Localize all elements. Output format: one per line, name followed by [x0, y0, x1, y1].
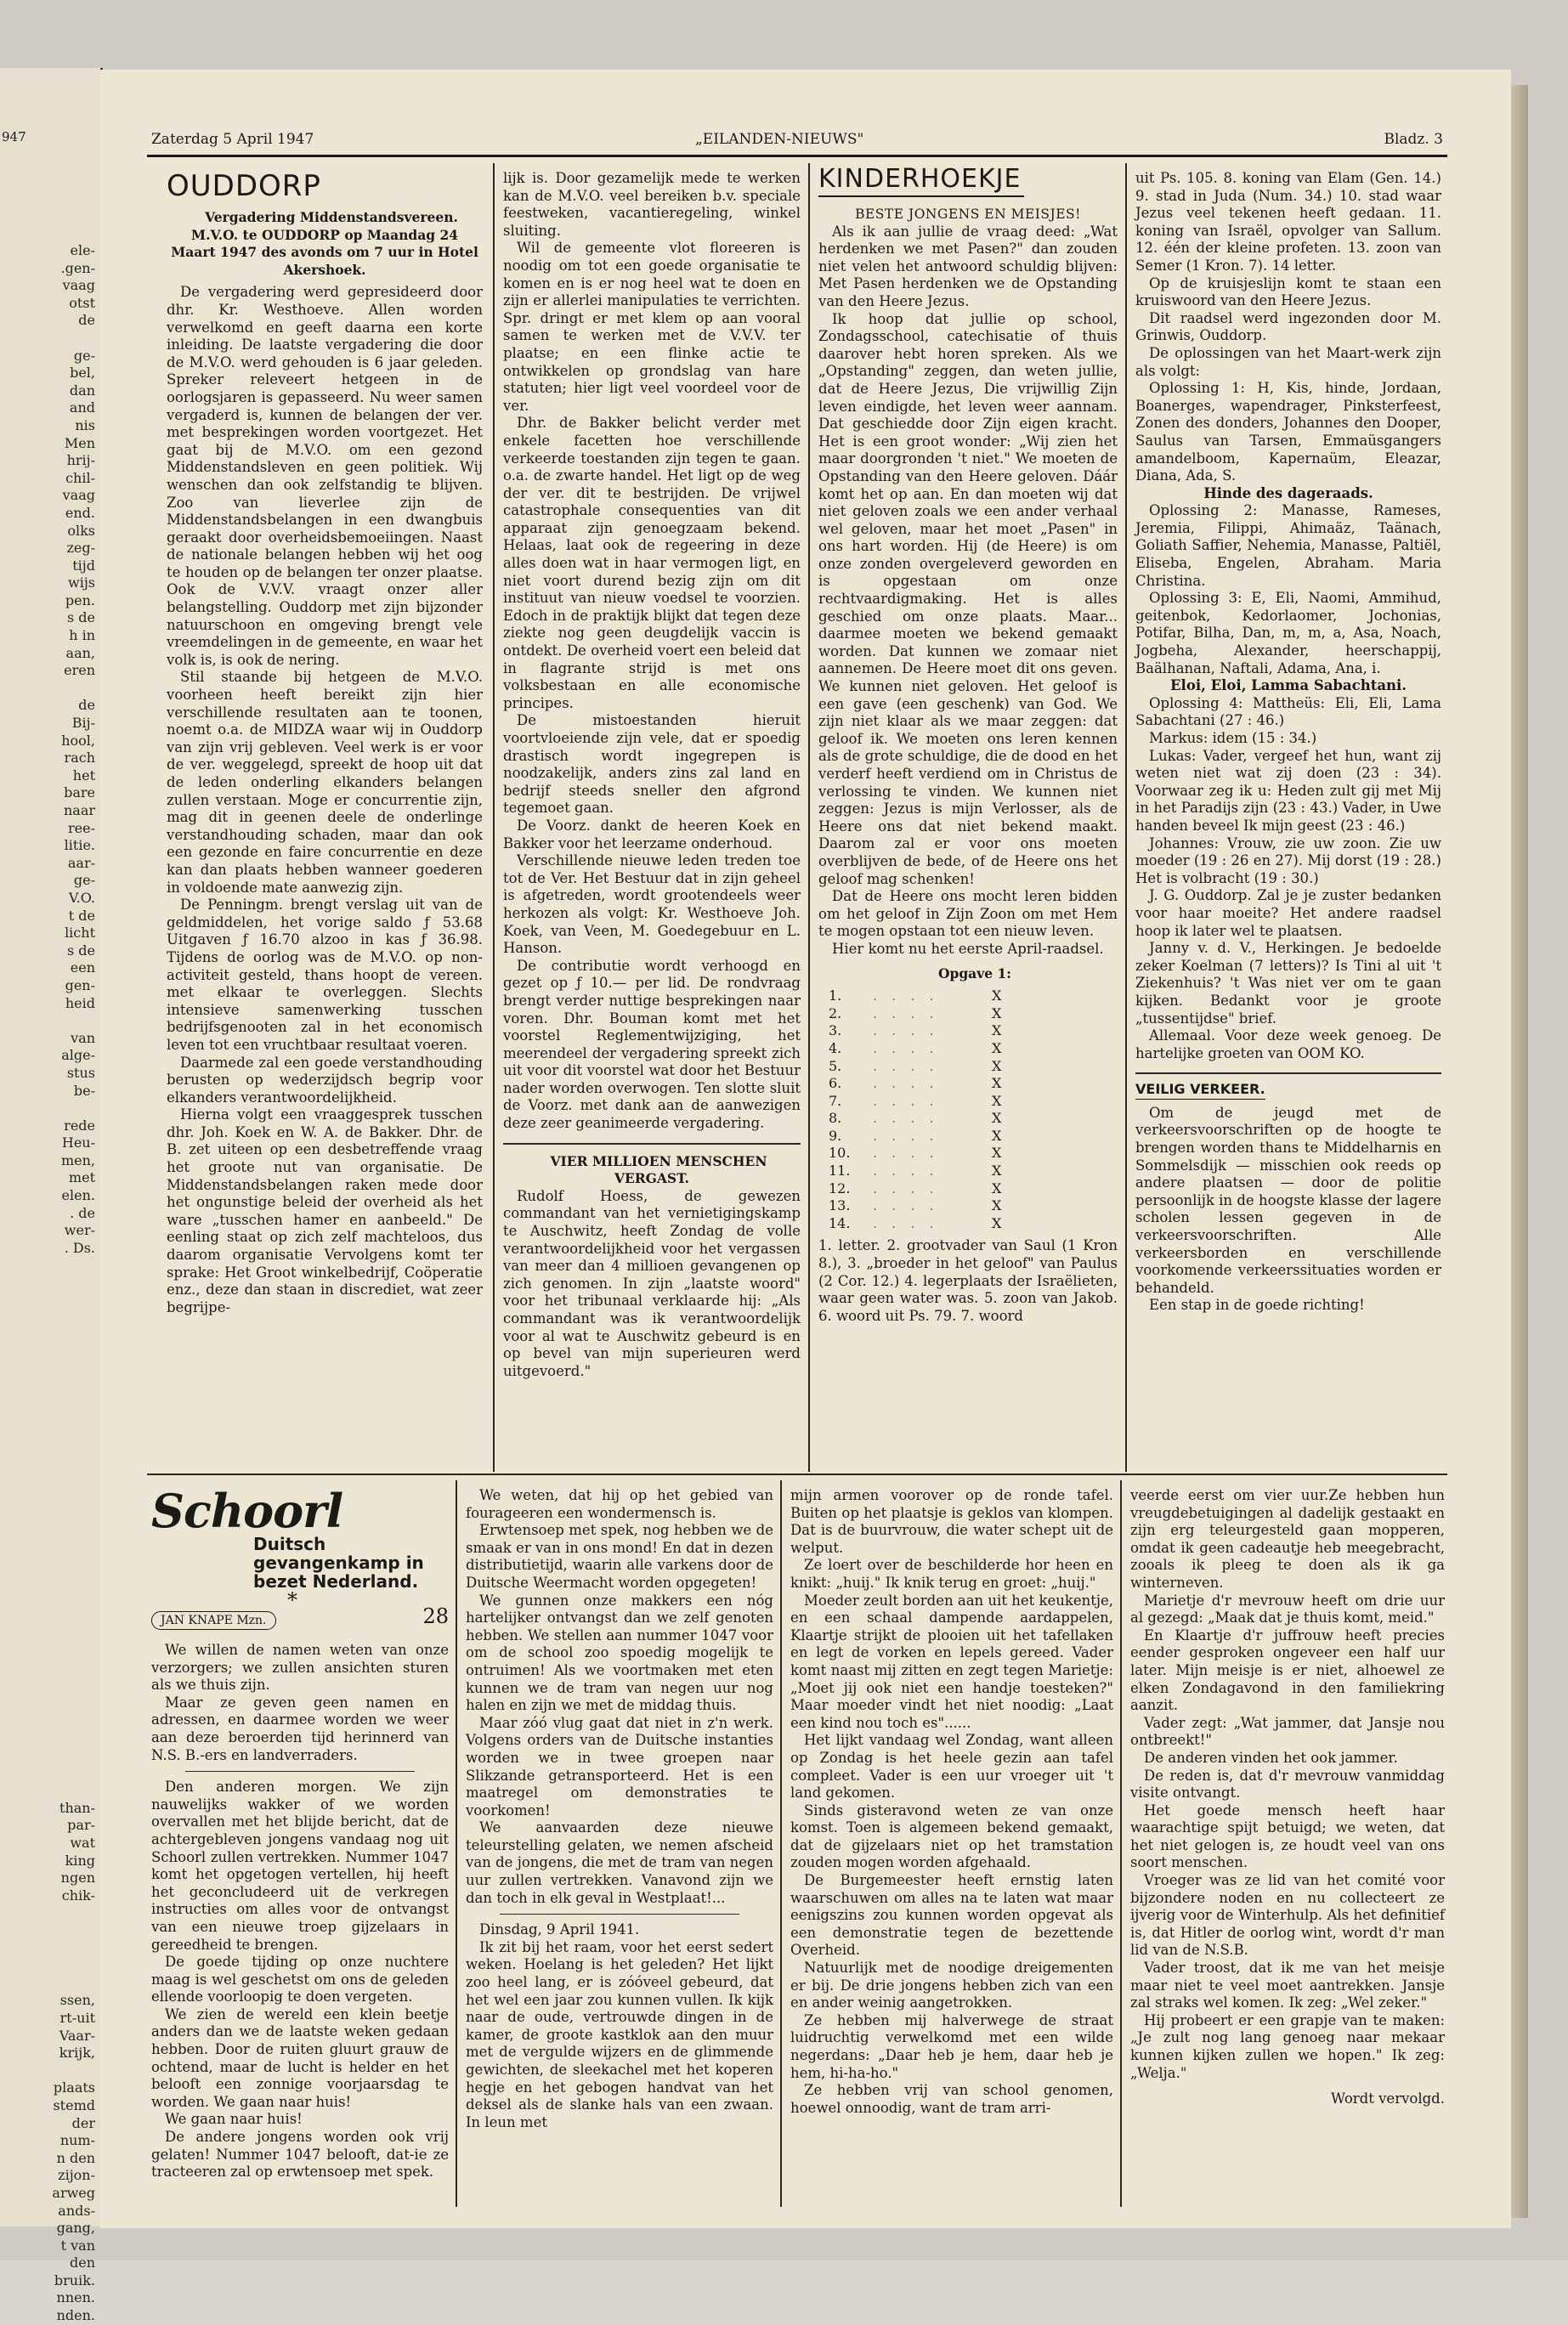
- puzzle-row: [829, 1197, 1001, 1215]
- puzzle-cross: X: [992, 1022, 1002, 1039]
- puzzle-row-number: 14.: [829, 1214, 851, 1231]
- puzzle-cross: X: [992, 1214, 1002, 1231]
- solution-paragraph: Markus: idem (15 : 34.): [1149, 730, 1317, 746]
- kinderhoekje-clues: 1. letter. 2. grootvader van Saul (1 Kron 8.), 3. „broeder in het geloof" van Paulus (2 Cor. 12.) 4. legerplaats der Israëlieten, waar geen water was. 5. zoon van Jakob. 6. woord uit Ps. 79. 7. woord: [818, 1237, 1118, 1324]
- schoorl-paragraph: De anderen vinden het ook jammer.: [1144, 1749, 1398, 1766]
- puzzle-row-number: 10.: [829, 1145, 851, 1162]
- puzzle-row: [829, 1058, 1001, 1076]
- puzzle-dots: . . . .: [873, 1127, 939, 1144]
- puzzle-row: [829, 1075, 1001, 1093]
- schoorl-paragraph: Marietje d'r mevrouw heeft om drie uur al gezegd: „Maak dat je thuis komt, meid.": [1130, 1592, 1445, 1626]
- column-rule-2: [808, 163, 810, 1472]
- schoorl-serial-col2: [466, 1487, 773, 2131]
- kinderhoekje-paragraph: Dat de Heere ons mocht leren bidden om het geloof in Zijn Zoon om met Hem te mogen opstaan tot een nieuw leven.: [818, 888, 1118, 940]
- schoorl-paragraph: Ik zit bij het raam, voor het eerst sedert weken. Hoelang is het geleden? Het lijkt zoo heel lang, er is zóóveel gebeurd, dat het wel een jaar zou kunnen vullen. Ik kijk naar de oude, vertrouwde dingen in de kamer, de groote kastklok aan den muur met de vergulde wijzers en de glimmende gewichten, de sleekachel met het koperen hegje en het gebogen handvat van het deksel als de slanke hals van een zwaan. In leun met: [466, 1938, 773, 2130]
- vier-millioen-paragraph: Rudolf Hoess, de gewezen commandant van het vernietigingskamp te Auschwitz, heeft Zondag de volle verantwoordelijkheid voor het vergassen van meer dan 4 millioen gevangenen op zich genomen. In zijn „laatste woord" voor het tribunaal verklaarde hij: „Als commandant was ik verantwoordelijk voor al wat te Auschwitz gebeurd is en op bevel van mijn superieuren werd uitgevoerd.": [503, 1187, 801, 1379]
- article-divider: [1135, 1072, 1441, 1074]
- puzzle-dots: . . . .: [873, 987, 939, 1004]
- schoorl-paragraph: We weten, dat hij op het gebied van fourageeren een wondermensch is.: [466, 1487, 773, 1521]
- schoorl-paragraph: En Klaartje d'r juffrouw heeft precies eender gesproken ongeveer een half uur later. Mijn meisje is er niet, alhoewel ze elken Zondagavond in den familiekring aanzit.: [1130, 1626, 1445, 1714]
- puzzle-dots: . . . .: [873, 1197, 939, 1214]
- puzzle-row-number: 7.: [829, 1092, 842, 1109]
- schoorl-paragraph: We gaan naar huis!: [165, 2111, 303, 2128]
- scene-divider: [500, 1914, 739, 1915]
- schoorl-paragraph: Vader troost, dat ik me van het meisje maar niet te veel moet aantrekken. Jansje zal straks wel komen. Ik zeg: „Wel zeker.": [1130, 1960, 1445, 2011]
- serial-number: 28: [422, 1604, 449, 1628]
- ouddorp-paragraph: lijk is. Door gezamelijk mede te werken kan de M.V.O. veel bereiken b.v. speciale feestweken, vacantieregeling, winkel sluiting.: [503, 170, 801, 239]
- puzzle-row-number: 13.: [829, 1197, 851, 1214]
- puzzle-row-number: 4.: [829, 1039, 842, 1056]
- puzzle-row: [829, 987, 1001, 1005]
- kinderhoekje-article: [818, 165, 1118, 1325]
- puzzle-cross: X: [992, 1092, 1002, 1109]
- kinderhoekje-title: KINDERHOEKJE: [818, 165, 1024, 197]
- solution-paragraph: Johannes: Vrouw, zie uw zoon. Zie uw moeder (19 : 26 en 27). Mij dorst (19 : 28.) Het is volbracht (19 : 30.): [1135, 834, 1441, 886]
- puzzle-row-number: 3.: [829, 1022, 842, 1039]
- puzzle-dots: . . . .: [873, 1092, 939, 1109]
- previous-page-text: ele- .gen- vaag otst de ge- bel, dan and nis Men hrij- chil- vaag end. olks zeg- tijd wijs pen. s de h in aan, eren de Bij- hool, rach het bare naar ree- litie. aar- ge- V.O. t de licht s de een gen- heid van alge- stus be- rede Heu- men, met elen. . de wer- . Ds. than- par- wat king ngen chik- ssen, rt-uit Vaar- krijk, plaats stemd der num- n den zijon- arweg ands- gang, t van den bruik. nnen. nden.: [52, 242, 95, 2324]
- solution-answer: Eloi, Eloi, Lamma Sabachtani.: [1169, 677, 1407, 694]
- schoorl-paragraph: Hij probeert er een grapje van te maken: „Je zult nog lang genoeg naar mekaar kunnen kijken zullen we hopen." Ik zeg: „Welja.": [1130, 2011, 1445, 2081]
- puzzle-row-number: 6.: [829, 1075, 842, 1092]
- puzzle-dots: . . . .: [873, 1039, 939, 1056]
- schoorl-serial-col4: [1130, 1487, 1445, 2108]
- schoorl-paragraph: Maar zóó vlug gaat dat niet in z'n werk. Volgens orders van de Duitsche instanties worden we in twee groepen naar Slikzande getransporteerd. Het is een maatregel om demonstraties te voorkomen!: [466, 1714, 773, 1819]
- schoorl-serial-col3: [790, 1487, 1113, 2117]
- schoorl-paragraph: Het goede mensch heeft haar waarachtige spijt betuigd; we weten, dat het niet gelogen is, ze houdt veel van ons soort menschen.: [1130, 1802, 1445, 1871]
- puzzle-row-number: 2.: [829, 1004, 842, 1021]
- puzzle-row: [829, 1162, 1001, 1180]
- schoorl-title: Schoorl: [151, 1484, 343, 1538]
- ouddorp-paragraph: De Voorz. dankt de heeren Koek en Bakker voor het leerzame onderhoud.: [503, 817, 801, 851]
- ouddorp-paragraph: Dhr. de Bakker belicht verder met enkele facetten hoe verschillende verkeerde toestanden zijn tegen te gaan. o.a. de zwarte handel. Het ligt op de weg der ver. dit te bestrijden. De vrijwel catastrophale consequenties van dit apparaat zijn genoegzaam bekend. Helaas, laat ook de regeering in deze alles doen wat in haar vermogen ligt, en niet voort durend bezig zijn om dit instituut van nieuw voedsel te voorzien. Edoch in de praktijk blijkt dat tegen deze ziekte nog geen deugdelijk vaccin is ontdekt. De overheid voert een beleid dat in flagrante strijd is met ons volksbestaan en alle economische principes.: [503, 415, 801, 711]
- schoorl-paragraph: Ze hebben vrij van school genomen, hoewel onnoodig, want de tram arri-: [790, 2082, 1113, 2116]
- schoorl-serial-col1: [151, 1484, 449, 2181]
- solution-paragraph: Oplossing 2: Manasse, Rameses, Jeremia, Filippi, Ahimaäz, Taänach, Goliath Saffier, Nehemia, Manasse, Paltiël, Eliseba, Engelen, Abraham. Maria Christina.: [1135, 502, 1441, 589]
- schoorl-paragraph: veerde eerst om vier uur.Ze hebben hun vreugdebetuigingen al dadelijk gestaakt en zijn erg teleurgesteld gaan mopperen, omdat ik geen cadeautje heb meegebracht, zooals ik pleeg te doen als ik ga winterneven.: [1130, 1487, 1445, 1591]
- puzzle-dots: . . . .: [873, 1110, 939, 1127]
- page-stack-edge: [1511, 85, 1528, 2218]
- reply-paragraph: Allemaal. Voor deze week genoeg. De hartelijke groeten van OOM KO.: [1135, 1027, 1441, 1061]
- kinderhoekje-paragraph: Op de kruisjeslijn komt te staan een kruiswoord van den Heere Jezus.: [1135, 274, 1441, 309]
- schoorl-paragraph: Het lijkt vandaag wel Zondag, want alleen op Zondag is het heele gezin aan tafel compleet. Vader is een uur vroeger uit 't land gekomen.: [790, 1732, 1113, 1802]
- puzzle-dots: . . . .: [873, 1145, 939, 1162]
- schoorl-dateline: Dinsdag, 9 April 1941.: [479, 1921, 640, 1938]
- puzzle-row-number: 9.: [829, 1127, 842, 1144]
- kinderhoekje-paragraph: Hier komt nu het eerste April-raadsel.: [832, 940, 1104, 957]
- puzzle-grid: [829, 987, 1001, 1232]
- puzzle-cross: X: [992, 1127, 1002, 1144]
- page-header: [151, 131, 1443, 156]
- article-divider: [503, 1143, 801, 1145]
- header-page-number: Bladz. 3: [1384, 131, 1443, 148]
- puzzle-row: [829, 1145, 1001, 1162]
- veilig-verkeer-paragraph: Om de jeugd met de verkeersvoorschriften op de hoogte te brengen worden thans te Middelharnis en Sommelsdijk — misschien ook reeds op andere plaatsen — door de politie persoonlijk in de hoogste klasse der lagere scholen lessen gegeven in de verkeersvoorschriften. Alle verkeersborden en verschillende voorkomende verkeerssituaties worden er behandeld.: [1135, 1104, 1441, 1296]
- puzzle-cross: X: [992, 1110, 1002, 1127]
- puzzle-cross: X: [992, 1197, 1002, 1214]
- kinderhoekje-paragraph: De oplossingen van het Maart-werk zijn als volgt:: [1135, 344, 1441, 379]
- puzzle-cross: X: [992, 1179, 1002, 1196]
- puzzle-dots: . . . .: [873, 1057, 939, 1074]
- star-ornament: *: [287, 1588, 297, 1612]
- reply-paragraph: J. G. Ouddorp. Zal je je zuster bedanken voor haar moeite? Het andere raadsel hoop ik later wel te plaatsen.: [1135, 887, 1441, 939]
- column-rule-3: [1125, 163, 1127, 1472]
- kinderhoekje-continued: [1135, 170, 1441, 1315]
- veilig-verkeer-paragraph: Een stap in de goede richting!: [1149, 1297, 1365, 1314]
- ouddorp-subtitle: Vergadering Middenstandsvereen. M.V.O. te OUDDORP op Maandag 24 Maart 1947 des avonds om 7 uur in Hotel Akershoek.: [171, 209, 478, 278]
- solution-answer: Hinde des dageraads.: [1203, 484, 1373, 501]
- kinderhoekje-paragraph: Dit raadsel werd ingezonden door M. Grinwis, Ouddorp.: [1135, 309, 1441, 344]
- puzzle-row: [829, 1215, 1001, 1233]
- newspaper-page: [100, 70, 1511, 2228]
- clue-continuation: uit Ps. 105. 8. koning van Elam (Gen. 14.) 9. stad in Juda (Num. 34.) 10. stad waar Jezus veel tekenen heeft gedaan. 11. koning van Israël, opvolger van Sallum. 12. één der kleine profeten. 13. zoon van Semer (1 Kron. 7). 14 letter.: [1135, 170, 1441, 274]
- solution-paragraph: Lukas: Vader, vergeef het hun, want zij weten niet wat zij doen (23 : 34). Voorwaar zeg ik u: Heden zult gij met Mij in het Paradijs zijn (23 : 43.) Vader, in Uwe handen beveel Ik mijn geest (23 : 46.): [1135, 747, 1441, 834]
- puzzle-row: [829, 1110, 1001, 1128]
- schoorl-paragraph: Erwtensoep met spek, nog hebben we de smaak er van in ons mond! En dat in dezen distributietijd, waarin alle varkens door de Duitsche Weermacht worden opgegeten!: [466, 1522, 773, 1591]
- puzzle-cross: X: [992, 1057, 1002, 1074]
- puzzle-row: [829, 1180, 1001, 1198]
- schoorl-paragraph: Maar ze geven geen namen en adressen, en daarmee worden we weer aan deze beroerden tijd herinnerd van N.S. B.-ers en landverraders.: [151, 1694, 449, 1763]
- ouddorp-paragraph: Stil staande bij hetgeen de M.V.O. voorheen heeft bereikt zijn hier verschillende resultaten aan te toonen, noemt o.a. de MIDZA waar wij in Ouddorp van zijn vrij gebleven. Veel werk is er voor de ver. weggelegd, spreekt de hoop uit dat de leden onderling elkanders belangen zullen verstaan. Moge er concurrentie zijn, mag dit in geenen deele de onderlinge verstandhouding schaden, maar dan ook een gezonde en faire concurrentie en deze kan dan plaats hebben wanneer goederen in voldoende mate aanwezig zijn.: [167, 669, 483, 896]
- schoorl-paragraph: Natuurlijk met de noodige dreigementen er bij. De drie jongens hebben zich van een en ander weinig aangetrokken.: [790, 1960, 1113, 2011]
- column-rule-6: [1120, 1480, 1122, 2207]
- puzzle-dots: . . . .: [873, 1022, 939, 1039]
- ouddorp-paragraph: De contributie wordt verhoogd en gezet op ƒ 10.— per lid. De rondvraag brengt verder nuttige besprekingen naar voren. Dhr. Bouman komt met het voorstel Reglementwijziging, het meerendeel der vergadering spreekt zich uit voor dit voorstel wat door het Bestuur nader worden overwogen. Ten slotte sluit de Voorz. met dank aan de aanwezigen deze zeer geanimeerde vergadering.: [503, 957, 801, 1132]
- ouddorp-paragraph: Daarmede zal een goede verstandhouding berusten op wederzijdsch begrip voor elkanders verantwoordelijkheid.: [167, 1054, 483, 1106]
- ouddorp-paragraph: De mistoestanden hieruit voortvloeiende zijn vele, dat er spoedig drastisch wordt ingegrepen is noodzakelijk, anders zins zal land en bedrijf steeds sneller den afgrond tegemoet gaan.: [503, 712, 801, 817]
- solution-paragraph: Oplossing 3: E, Eli, Naomi, Ammihud, geitenbok, Kedorlaomer, Jochonias, Potifar, Bilha, Dan, m, m, a, Asa, Noach, Jogbeha, Alexander, heerschappij, Baälhanan, Naftali, Adama, Ana, i.: [1135, 590, 1441, 676]
- schoorl-paragraph: We gunnen onze makkers een nóg hartelijker ontvangst dan we zelf genoten hebben. We stellen aan nummer 1047 voor om de school zoo spoedig mogelijk te ontruimen! Als we voortmaken met eten kunnen we de tram van negen uur nog halen en zijn we met de middag thuis.: [466, 1592, 773, 1714]
- ouddorp-article: [167, 170, 483, 1316]
- vier-millioen-title: VIER MILLIOEN MENSCHEN VERGAST.: [550, 1152, 767, 1187]
- schoorl-author: JAN KNAPE Mzn.: [151, 1611, 276, 1630]
- schoorl-paragraph: De Burgemeester heeft ernstig laten waarschuwen om alles na te laten wat maar eenigszins zou kunnen worden opgevat als een demonstratie tegen de bezettende Overheid.: [790, 1872, 1113, 1959]
- puzzle-cross: X: [992, 1004, 1002, 1021]
- schoorl-paragraph: Den anderen morgen. We zijn nauwelijks wakker of we worden overvallen met het blijde bericht, dat de achtergebleven jongens vandaag nog uit Schoorl zullen vertrekken. Nummer 1047 komt het opgetogen vertellen, hij heeft het geconcludeerd uit de verkregen instructies om alles voor de ontvangst van een nieuwe troep gijzelaars in gereedheid te brengen.: [151, 1779, 449, 1953]
- reply-paragraph: Janny v. d. V., Herkingen. Je bedoelde zeker Koelman (7 letters)? Is Tini al uit 't Ziekenhuis? 't Was niet ver om te gaan kijken. Bedankt voor je groote „tussentijdse" brief.: [1135, 940, 1441, 1027]
- puzzle-row: [829, 1022, 1001, 1040]
- scene-divider: [185, 1771, 415, 1772]
- puzzle-row-number: 12.: [829, 1179, 851, 1196]
- schoorl-paragraph: Vader zegt: „Wat jammer, dat Jansje nou ontbreekt!": [1130, 1714, 1445, 1749]
- puzzle-row-number: 1.: [829, 987, 842, 1004]
- ouddorp-paragraph: Hierna volgt een vraaggesprek tusschen dhr. Joh. Koek en W. A. de Bakker. Dhr. de B. zet uiteen op een desbetreffende vraag het groote nut van organisatie. De Middenstandsbelangen raken mede door het ongunstige beleid der overheid als het ware „tusschen hamer en aanbeeld." De eenling staat op zich zelf machteloos, dus daarom organisatie Vervolgens komt ter sprake: Het Groot winkelbedrijf, Coöperatie enz., deze dan staan in discrediet, wat zeer begrijpe-: [167, 1106, 483, 1315]
- schoorl-paragraph: We willen de namen weten van onze verzorgers; we zullen ansichten sturen als we thuis zijn.: [151, 1642, 449, 1694]
- solution-paragraph: Oplossing 4: Mattheüs: Eli, Eli, Lama Sabachtani (27 : 46.): [1135, 694, 1441, 729]
- kinderhoekje-greeting: BESTE JONGENS EN MEISJES!: [855, 206, 1081, 222]
- ouddorp-paragraph: De vergadering werd gepresideerd door dhr. Kr. Westhoeve. Allen worden verwelkomd en geeft daarna een korte inleiding. De laatste vergadering die door de M.V.O. werd gehouden is 6 jaar geleden. Spreker releveert hetgeen in de oorlogsjaren is gepasseerd. Nu weer samen vergaderd is, kunnen de belangen der ver. met besprekingen worden voortgezet. Het gaat bij de M.V.O. om een gezond Middenstandsleven en geen politiek. Wij wenschen dan ook zelfstandig te blijven. Zoo van lieverlee zijn de Middenstandsbelangen in een dwangbuis geraakt door overheidsbemoeiingen. Naast de nationale belangen hebben wij het oog te houden op de belangen ter onzer plaatse. Ook de V.V.V. vraagt onzer aller belangstelling. Ouddorp met zijn bijzonder natuurschoon en omgeving brengt vele vreemdelingen in de gemeente, en waar het volk is, is ook de nering.: [167, 284, 483, 668]
- puzzle-row: [829, 1128, 1001, 1146]
- header-rule: [147, 155, 1447, 157]
- schoorl-paragraph: De andere jongens worden ook vrij gelaten! Nummer 1047 belooft, dat-ie ze tracteeren zal op erwtensoep met spek.: [151, 2129, 449, 2181]
- schoorl-paragraph: mijn armen voorover op de ronde tafel. Buiten op het plaatsje is geklos van klompen. Dat is de buurvrouw, die water schept uit de welput.: [790, 1487, 1113, 1556]
- puzzle-row: [829, 1040, 1001, 1058]
- schoorl-paragraph: Moeder zeult borden aan uit het keukentje, en een schaal dampende aardappelen, Klaartje strijkt de plooien uit het tafellaken en legt de vorken en lepels gereed. Vader komt naast mij zitten en zegt tegen Marietje: „Moet jij ook niet een handje toesteken?" Maar moeder vindt het niet noodig: „Laat een kind nou toch es"......: [790, 1592, 1113, 1731]
- schoorl-paragraph: Sinds gisteravond weten ze van onze komst. Toen is algemeen bekend gemaakt, dat de gijzelaars niet op het tramstation zouden mogen worden afgehaald.: [790, 1802, 1113, 1871]
- puzzle-cross: X: [992, 1075, 1002, 1092]
- puzzle-cross: X: [992, 1145, 1002, 1162]
- previous-page-edge: [0, 68, 103, 2324]
- puzzle-dots: . . . .: [873, 1004, 939, 1021]
- puzzle-dots: . . . .: [873, 1179, 939, 1196]
- puzzle-cross: X: [992, 987, 1002, 1004]
- puzzle-row: [829, 1093, 1001, 1111]
- puzzle-dots: . . . .: [873, 1075, 939, 1092]
- schoorl-paragraph: Ze hebben mij halverwege de straat luidruchtig verwelkomd met een wilde negerdans: „Daar heb je hem, daar heb je hem, hi-ha-ho.": [790, 2011, 1113, 2081]
- section-separator: [147, 1474, 1447, 1475]
- ouddorp-title: OUDDORP: [167, 169, 321, 203]
- kinderhoekje-paragraph: Als ik aan jullie de vraag deed: „Wat herdenken we met Pasen?" dan zouden niet velen het antwoord schuldig blijven: Met Pasen herdenken we de Opstanding van den Heere Jezus.: [818, 223, 1118, 309]
- solution-paragraph: Oplossing 1: H, Kis, hinde, Jordaan, Boanerges, wapendrager, Pinksterfeest, Zonen des donders, Johannes den Dooper, Saulus van Tarsen, Emmaüsgangers amandelboom, Kapernaüm, Eleazar, Diana, Ada, S.: [1135, 380, 1441, 484]
- ouddorp-paragraph: Wil de gemeente vlot floreeren is noodig om tot een goede organisatie te komen en is er nog heel wat te doen en zijn er allerlei manipulaties te verrichten. Spr. dringt er met klem op aan vooral samen te werken met de V.V.V. ter plaatse; en een flinke actie te ontwikkelen op grondslag van hare statuten; hier ligt veel voordeel voor de ver.: [503, 240, 801, 414]
- schoorl-paragraph: De goede tijding op onze nuchtere maag is wel geschetst om ons de geleden ellende voorloopig te doen vergeten.: [151, 1954, 449, 2005]
- puzzle-row: [829, 1005, 1001, 1023]
- puzzle-row-number: 5.: [829, 1057, 842, 1074]
- schoorl-paragraph: Vroeger was ze lid van het comité voor bijzondere noden en nu collecteert ze ijverig voor de Winterhulp. Als het definitief is, dat Hitler de oorlog wint, wordt d'r man lid van de N.S.B.: [1130, 1872, 1445, 1959]
- schoorl-subtitle-line2: bezet Nederland.: [253, 1571, 419, 1592]
- puzzle-row-number: 11.: [829, 1162, 851, 1179]
- header-paper-name: „EILANDEN-NIEUWS": [695, 131, 864, 148]
- veilig-verkeer-title: VEILIG VERKEER.: [1135, 1081, 1265, 1100]
- column-rule-4: [456, 1480, 457, 2207]
- puzzle-row-number: 8.: [829, 1110, 842, 1127]
- schoorl-paragraph: We zien de wereld een klein beetje anders dan we de laatste weken gedaan hebben. Door de ruiten gluurt grauw de ochtend, maar de lucht is helder en het belooft een zonnige voorjaarsdag te worden. We gaan naar huis!: [151, 2005, 449, 2110]
- puzzle-dots: . . . .: [873, 1162, 939, 1179]
- to-be-continued: Wordt vervolgd.: [1331, 2090, 1445, 2107]
- schoorl-paragraph: We aanvaarden deze nieuwe teleurstelling gelaten, we nemen afscheid van de jongens, die met de tram van negen uur zullen vertrekken. Vanavond zijn we dan toch in elk geval in Westplaat!...: [466, 1819, 773, 1906]
- header-date: Zaterdag 5 April 1947: [151, 131, 314, 148]
- ouddorp-paragraph: Verschillende nieuwe leden treden toe tot de Ver. Het Bestuur dat in zijn geheel is afgetreden, wordt grootendeels weer herkozen als volgt: Kr. Westhoeve Joh. Koek, van Veen, M. Goedegebuur en L. Hanson.: [503, 852, 801, 957]
- schoorl-paragraph: De reden is, dat d'r mevrouw vanmiddag visite ontvangt.: [1130, 1767, 1445, 1802]
- ouddorp-continued: [503, 170, 801, 1380]
- schoorl-subtitle-line1: Duitsch gevangenkamp in: [253, 1534, 424, 1573]
- column-rule-5: [780, 1480, 782, 2207]
- column-rule-1: [493, 163, 495, 1472]
- puzzle-cross: X: [992, 1162, 1002, 1179]
- puzzle-dots: . . . .: [873, 1214, 939, 1231]
- opgave-title: Opgave 1:: [938, 965, 1011, 981]
- kinderhoekje-paragraph: Ik hoop dat jullie op school, Zondagsschool, catechisatie of thuis daarover hebt horen spreken. Als we „Opstanding" zeggen, dan weten jullie, dat de Heere Jezus, Die vrijwillig Zijn leven eindigde, het leven weer aannam. Dat geschiedde door Zijn eigen kracht. Het is een groot wonder: „Wij zien het maar doorgronden 't niet." We moeten de Opstanding van den Heere geloven. Dáár komt het op aan. En dan moeten wij dat niet geloven zoals we een ander verhaal wel geloven, maar het moet „Pasen" in ons hart worden. Hij (de Heere) is om onze zonden overgeleverd geworden en is opgestaan om onze rechtvaardigmaking. Het is alles geschied om onze plaats. Maar... daarmee moeten we bekend gemaakt worden. Dat kunnen we zomaar niet aannemen. De Heere moet dit ons geven. We kunnen niet geloven. Het geloof is een gave (een geschenk) van God. We zijn niet klaar als we maar zeggen: dat geloof ik. We moeten ons leren kennen als de grote schuldige, die de dood en het verderf heeft verdiend om in Christus de verlossing te vinden. We kunnen niet zeggen: Jezus is mijn Verlosser, als de Heere ons dat niet bekend maakt. Daarom zal er voor ons moeten overblijven de bede, of de Heere ons het geloof mag schenken!: [818, 310, 1118, 887]
- previous-page-year: 947: [2, 129, 26, 144]
- schoorl-paragraph: Ze loert over de beschilderde hor heen en knikt: „huij." Ik knik terug en groet: „huij.": [790, 1557, 1113, 1591]
- ouddorp-paragraph: De Penningm. brengt verslag uit van de geldmiddelen, het vorige saldo ƒ 53.68 Uitgaven ƒ 16.70 alzoo in kas ƒ 36.98. Tijdens de oorlog was de M.V.O. op non-activiteit gesteld, thans hoopt de vereen. met elkaar te overleggen. Slechts intensieve samenwerking tusschen bedrijfsgenooten zal in het economisch leven tot een vruchtbaar resultaat voeren.: [167, 897, 483, 1053]
- puzzle-cross: X: [992, 1039, 1002, 1056]
